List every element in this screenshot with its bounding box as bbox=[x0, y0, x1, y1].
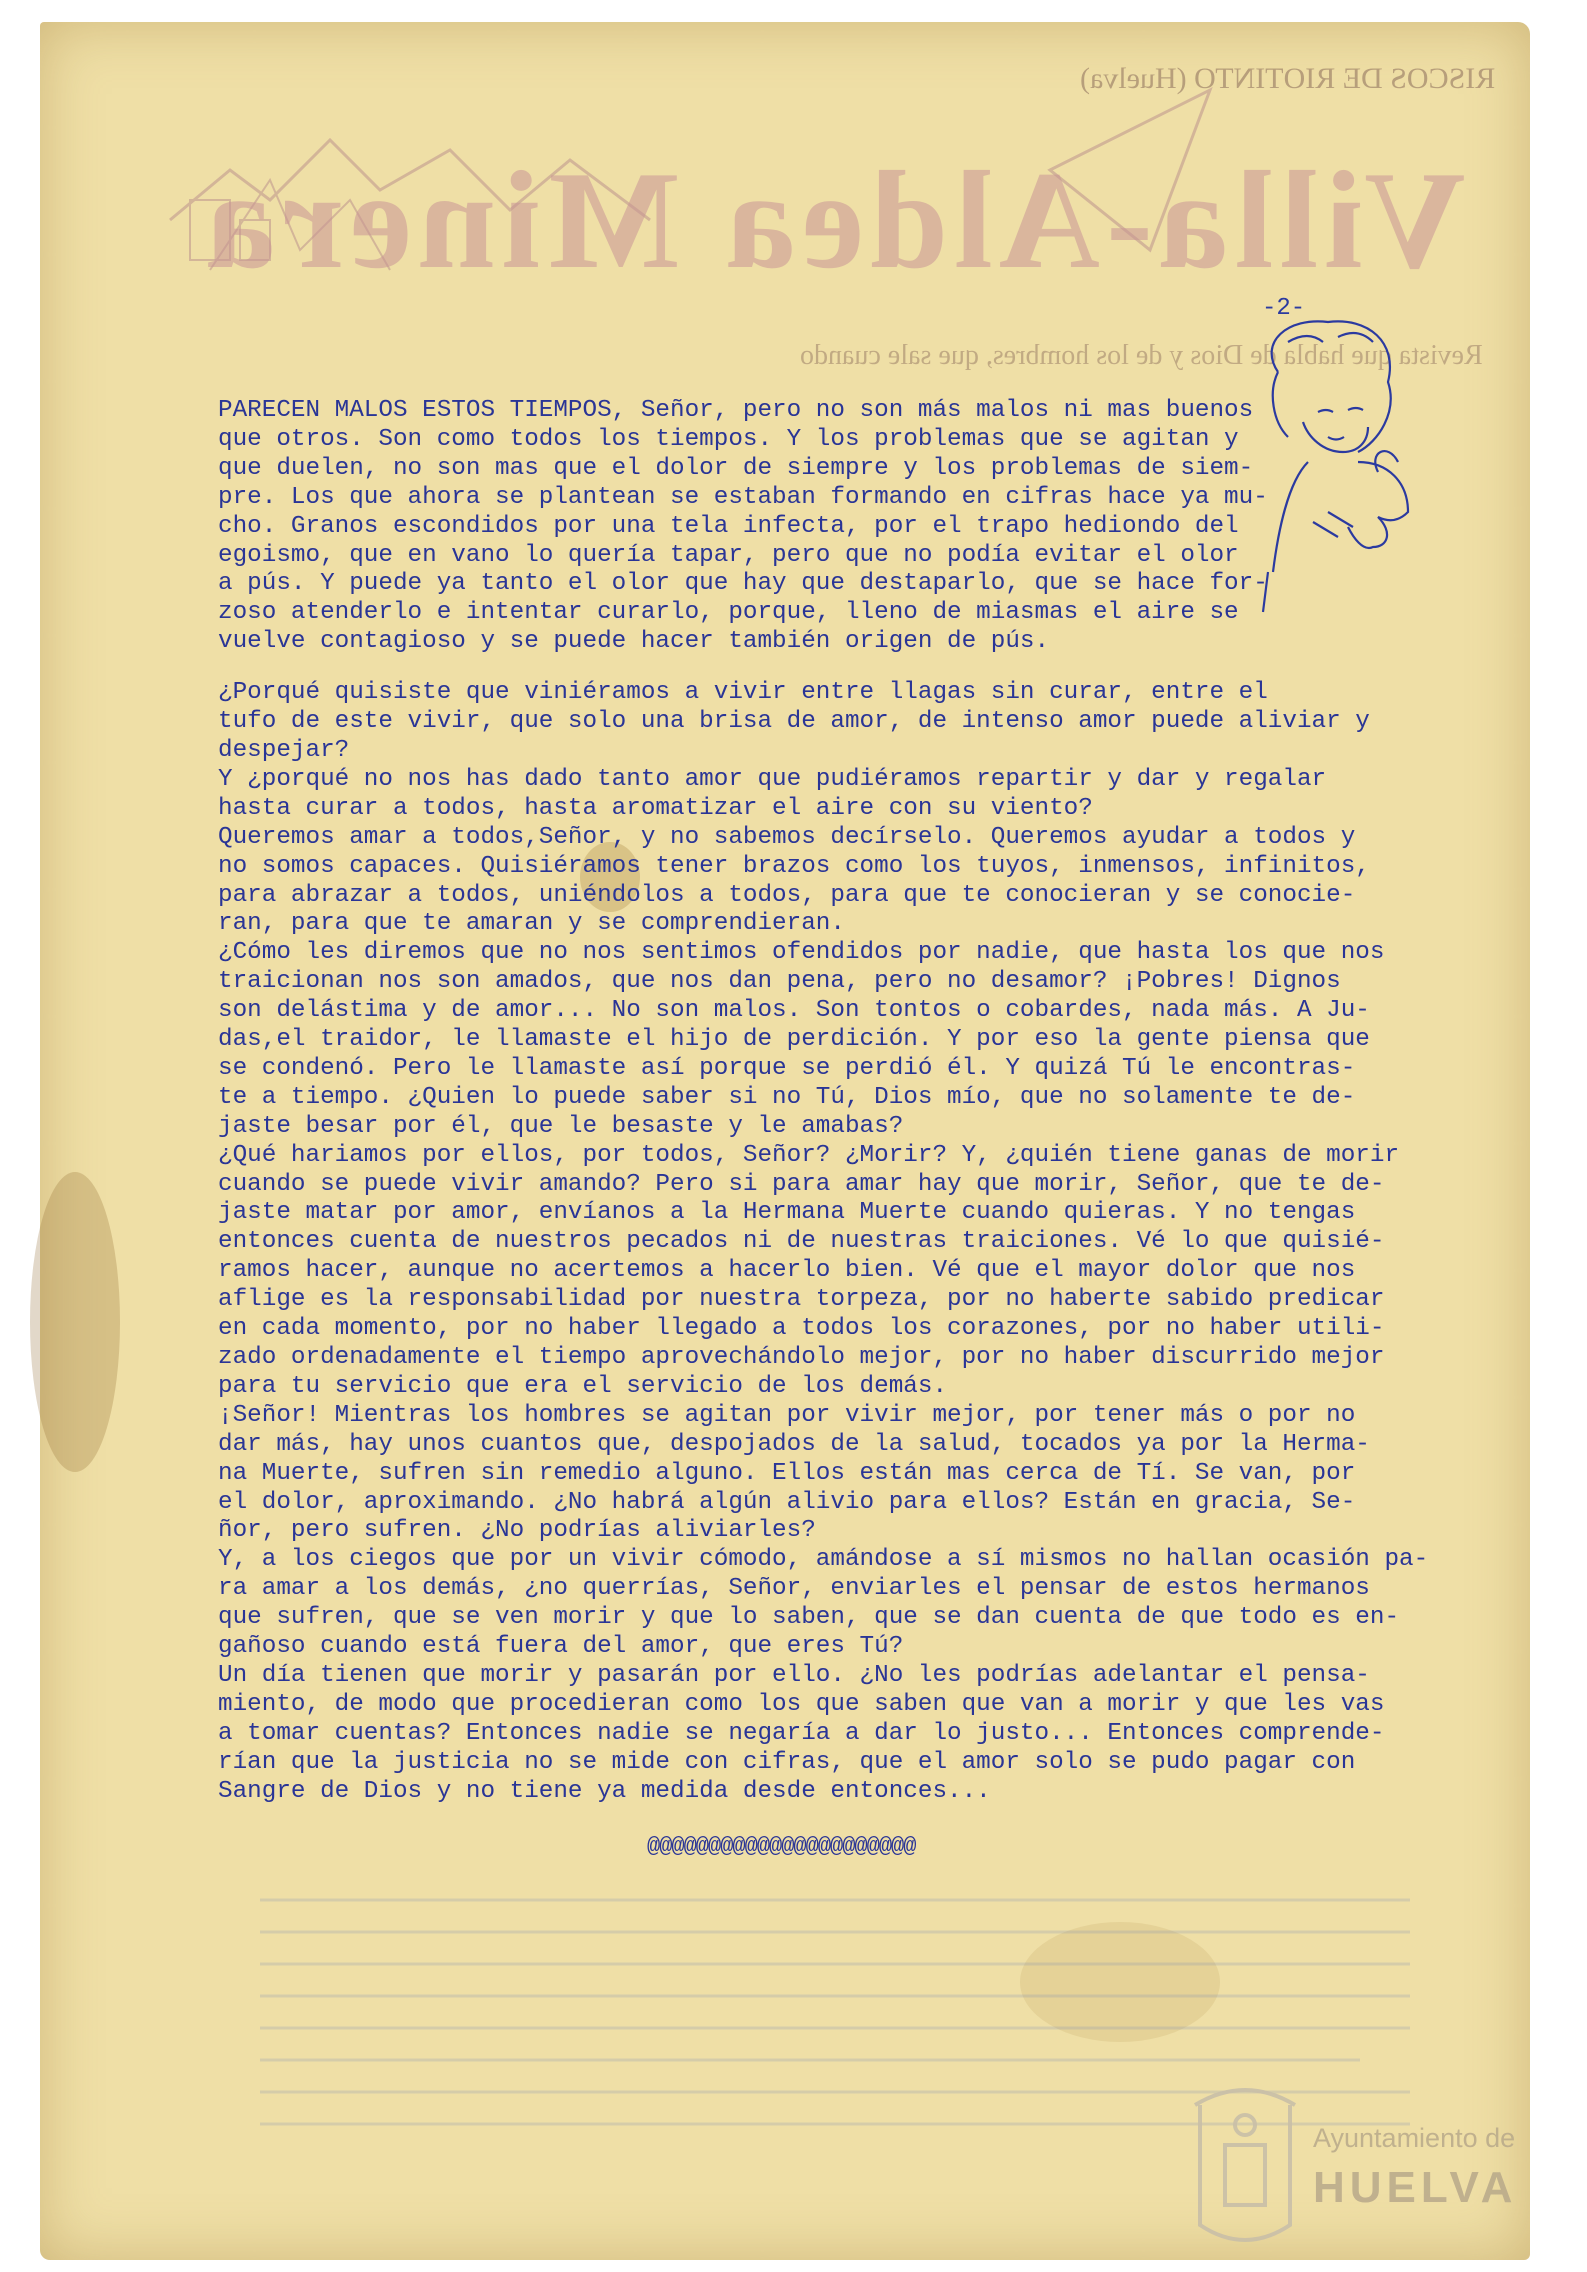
text-line: egoismo, que en vano lo quería tapar, pero que no podía evitar el olor bbox=[218, 541, 1239, 569]
text-line: que sufren, que se ven morir y que lo saben, que se dan cuenta de que todo es en- bbox=[218, 1604, 1400, 1632]
text-line: miento, de modo que procedieran como los que saben que van a morir y que les vas bbox=[218, 1690, 1385, 1718]
text-line: ¡Señor! Mientras los hombres se agitan por vivir mejor, por tener más o por no bbox=[218, 1401, 1356, 1429]
text-line: entonces cuenta de nuestros pecados ni de nuestras traiciones. Vé lo que quisié- bbox=[218, 1228, 1385, 1256]
article-paragraph bbox=[218, 397, 1418, 657]
watermark-line1: Ayuntamiento de bbox=[1313, 2123, 1516, 2153]
text-line: tufo de este vivir, que solo una brisa de amor, de intenso amor puede aliviar y bbox=[218, 708, 1370, 736]
text-line: son delástima y de amor... No son malos. Son tontos o cobardes, nada más. A Ju- bbox=[218, 997, 1370, 1025]
bleed-through-subtitle: Revista que habla de Dios y de los hombres, que sale cuando bbox=[800, 340, 1483, 371]
text-line: ¿Cómo les diremos que no nos sentimos ofendidos por nadie, que hasta los que nos bbox=[218, 939, 1385, 967]
text-line: Sangre de Dios y no tiene ya medida desde entonces... bbox=[218, 1777, 991, 1805]
text-line: que otros. Son como todos los tiempos. Y los problemas que se agitan y bbox=[218, 425, 1239, 453]
text-line: cho. Granos escondidos por una tela infecta, por el trapo hediondo del bbox=[218, 512, 1239, 540]
text-line: ñor, pero sufren. ¿No podrías aliviarles? bbox=[218, 1517, 816, 1545]
text-line: ¿Qué hariamos por ellos, por todos, Señor? ¿Morir? Y, ¿quién tiene ganas de morir bbox=[218, 1141, 1400, 1169]
text-line: en cada momento, por no haber llegado a todos los corazones, por no haber utili- bbox=[218, 1315, 1385, 1343]
watermark-line2: HUELVA bbox=[1313, 2163, 1518, 2212]
text-line: Un día tienen que morir y pasarán por ello. ¿No les podrías adelantar el pensa- bbox=[218, 1661, 1370, 1689]
text-line: para abrazar a todos, uniéndolos a todos, para que te conocieran y se conocie- bbox=[218, 881, 1356, 909]
text-line: ramos hacer, aunque no acertemos a hacerlo bien. Vé que el mayor dolor que nos bbox=[218, 1257, 1356, 1285]
bleed-through-top-note: RISCOS DE RIOTINTO (Huelva) bbox=[1080, 62, 1496, 95]
text-line: se condenó. Pero le llamaste así porque se perdió él. Y quizá Tú le encontras- bbox=[218, 1054, 1356, 1082]
text-line: zado ordenadamente el tiempo aprovechándolo mejor, por no haber discurrido mejor bbox=[218, 1344, 1385, 1371]
text-line: a tomar cuentas? Entonces nadie se negaría a dar lo justo... Entonces comprende- bbox=[218, 1719, 1385, 1747]
text-line: PARECEN MALOS ESTOS TIEMPOS, Señor, pero no son más malos ni mas buenos bbox=[218, 397, 1254, 424]
text-line: dar más, hay unos cuantos que, despojados de la salud, tocados ya por la Herma- bbox=[218, 1430, 1370, 1458]
text-line: aflige es la responsabilidad por nuestra torpeza, por no haberte sabido predicar bbox=[218, 1286, 1385, 1314]
text-line: Y ¿porqué no nos has dado tanto amor que pudiéramos repartir y dar y regalar bbox=[218, 765, 1327, 793]
text-line: gañoso cuando está fuera del amor, que eres Tú? bbox=[218, 1633, 904, 1661]
ayuntamiento-huelva-watermark-icon bbox=[1175, 2065, 1518, 2255]
text-line: vuelve contagioso y se puede hacer también origen de pús. bbox=[218, 628, 1050, 656]
text-line: zoso atenderlo e intentar curarlo, porque, lleno de miasmas el aire se bbox=[218, 599, 1239, 627]
text-line: rían que la justicia no se mide con cifras, que el amor solo se pudo pagar con bbox=[218, 1748, 1356, 1776]
paragraph-gap bbox=[218, 657, 1418, 679]
text-line: cuando se puede vivir amando? Pero si para amar hay que morir, Señor, que te de- bbox=[218, 1170, 1385, 1198]
text-line: na Muerte, sufren sin remedio alguno. Ellos están mas cerca de Tí. Se van, por bbox=[218, 1459, 1356, 1487]
text-line: Y, a los ciegos que por un vivir cómodo, amándose a sí mismos no hallan ocasión pa- bbox=[218, 1546, 1429, 1574]
separator-line: @@@@@@@@@@@@@@@@@@@@@@ bbox=[647, 1834, 916, 1859]
text-line: no somos capaces. Quisiéramos tener brazos como los tuyos, inmensos, infinitos, bbox=[218, 852, 1370, 880]
text-line: el dolor, aproximando. ¿No habrá algún alivio para ellos? Están en gracia, Se- bbox=[218, 1488, 1356, 1516]
text-line: ra amar a los demás, ¿no querrías, Señor, enviarles el pensar de estos hermanos bbox=[218, 1575, 1370, 1603]
text-line: das,el traidor, le llamaste el hijo de perdición. Y por eso la gente piensa que bbox=[218, 1026, 1370, 1054]
article-body bbox=[218, 397, 1429, 1807]
text-line: pre. Los que ahora se plantean se estaban formando en cifras hace ya mu- bbox=[218, 483, 1268, 511]
text-line: Queremos amar a todos,Señor, y no sabemos decírselo. Queremos ayudar a todos y bbox=[218, 823, 1356, 851]
text-line: despejar? bbox=[218, 736, 350, 764]
text-line: para tu servicio que era el servicio de los demás. bbox=[218, 1372, 948, 1400]
text-line: ¿Porqué quisiste que viniéramos a vivir entre llagas sin curar, entre el bbox=[218, 679, 1268, 707]
text-line: jaste besar por él, que le besaste y le amabas? bbox=[218, 1112, 904, 1140]
bleed-through-masthead: Villa-Aldea Minera bbox=[200, 143, 1466, 298]
paper-stain bbox=[30, 1172, 120, 1472]
text-line: traicionan nos son amados, que nos dan pena, pero no desamor? ¡Pobres! Dignos bbox=[218, 968, 1341, 996]
text-line: a pús. Y puede ya tanto el olor que hay que destaparlo, que se hace for- bbox=[218, 570, 1268, 598]
text-line: te a tiempo. ¿Quien lo puede saber si no Tú, Dios mío, que no solamente te de- bbox=[218, 1083, 1356, 1111]
text-line: jaste matar por amor, envíanos a la Hermana Muerte cuando quieras. Y no tengas bbox=[218, 1199, 1356, 1227]
page-number: -2- bbox=[1262, 295, 1306, 322]
text-line: hasta curar a todos, hasta aromatizar el aire con su viento? bbox=[218, 794, 1093, 822]
article-paragraph bbox=[218, 679, 1429, 1806]
text-line: ran, para que te amaran y se comprendieran. bbox=[218, 910, 845, 938]
text-line: que duelen, no son mas que el dolor de siempre y los problemas de siem- bbox=[218, 454, 1254, 482]
